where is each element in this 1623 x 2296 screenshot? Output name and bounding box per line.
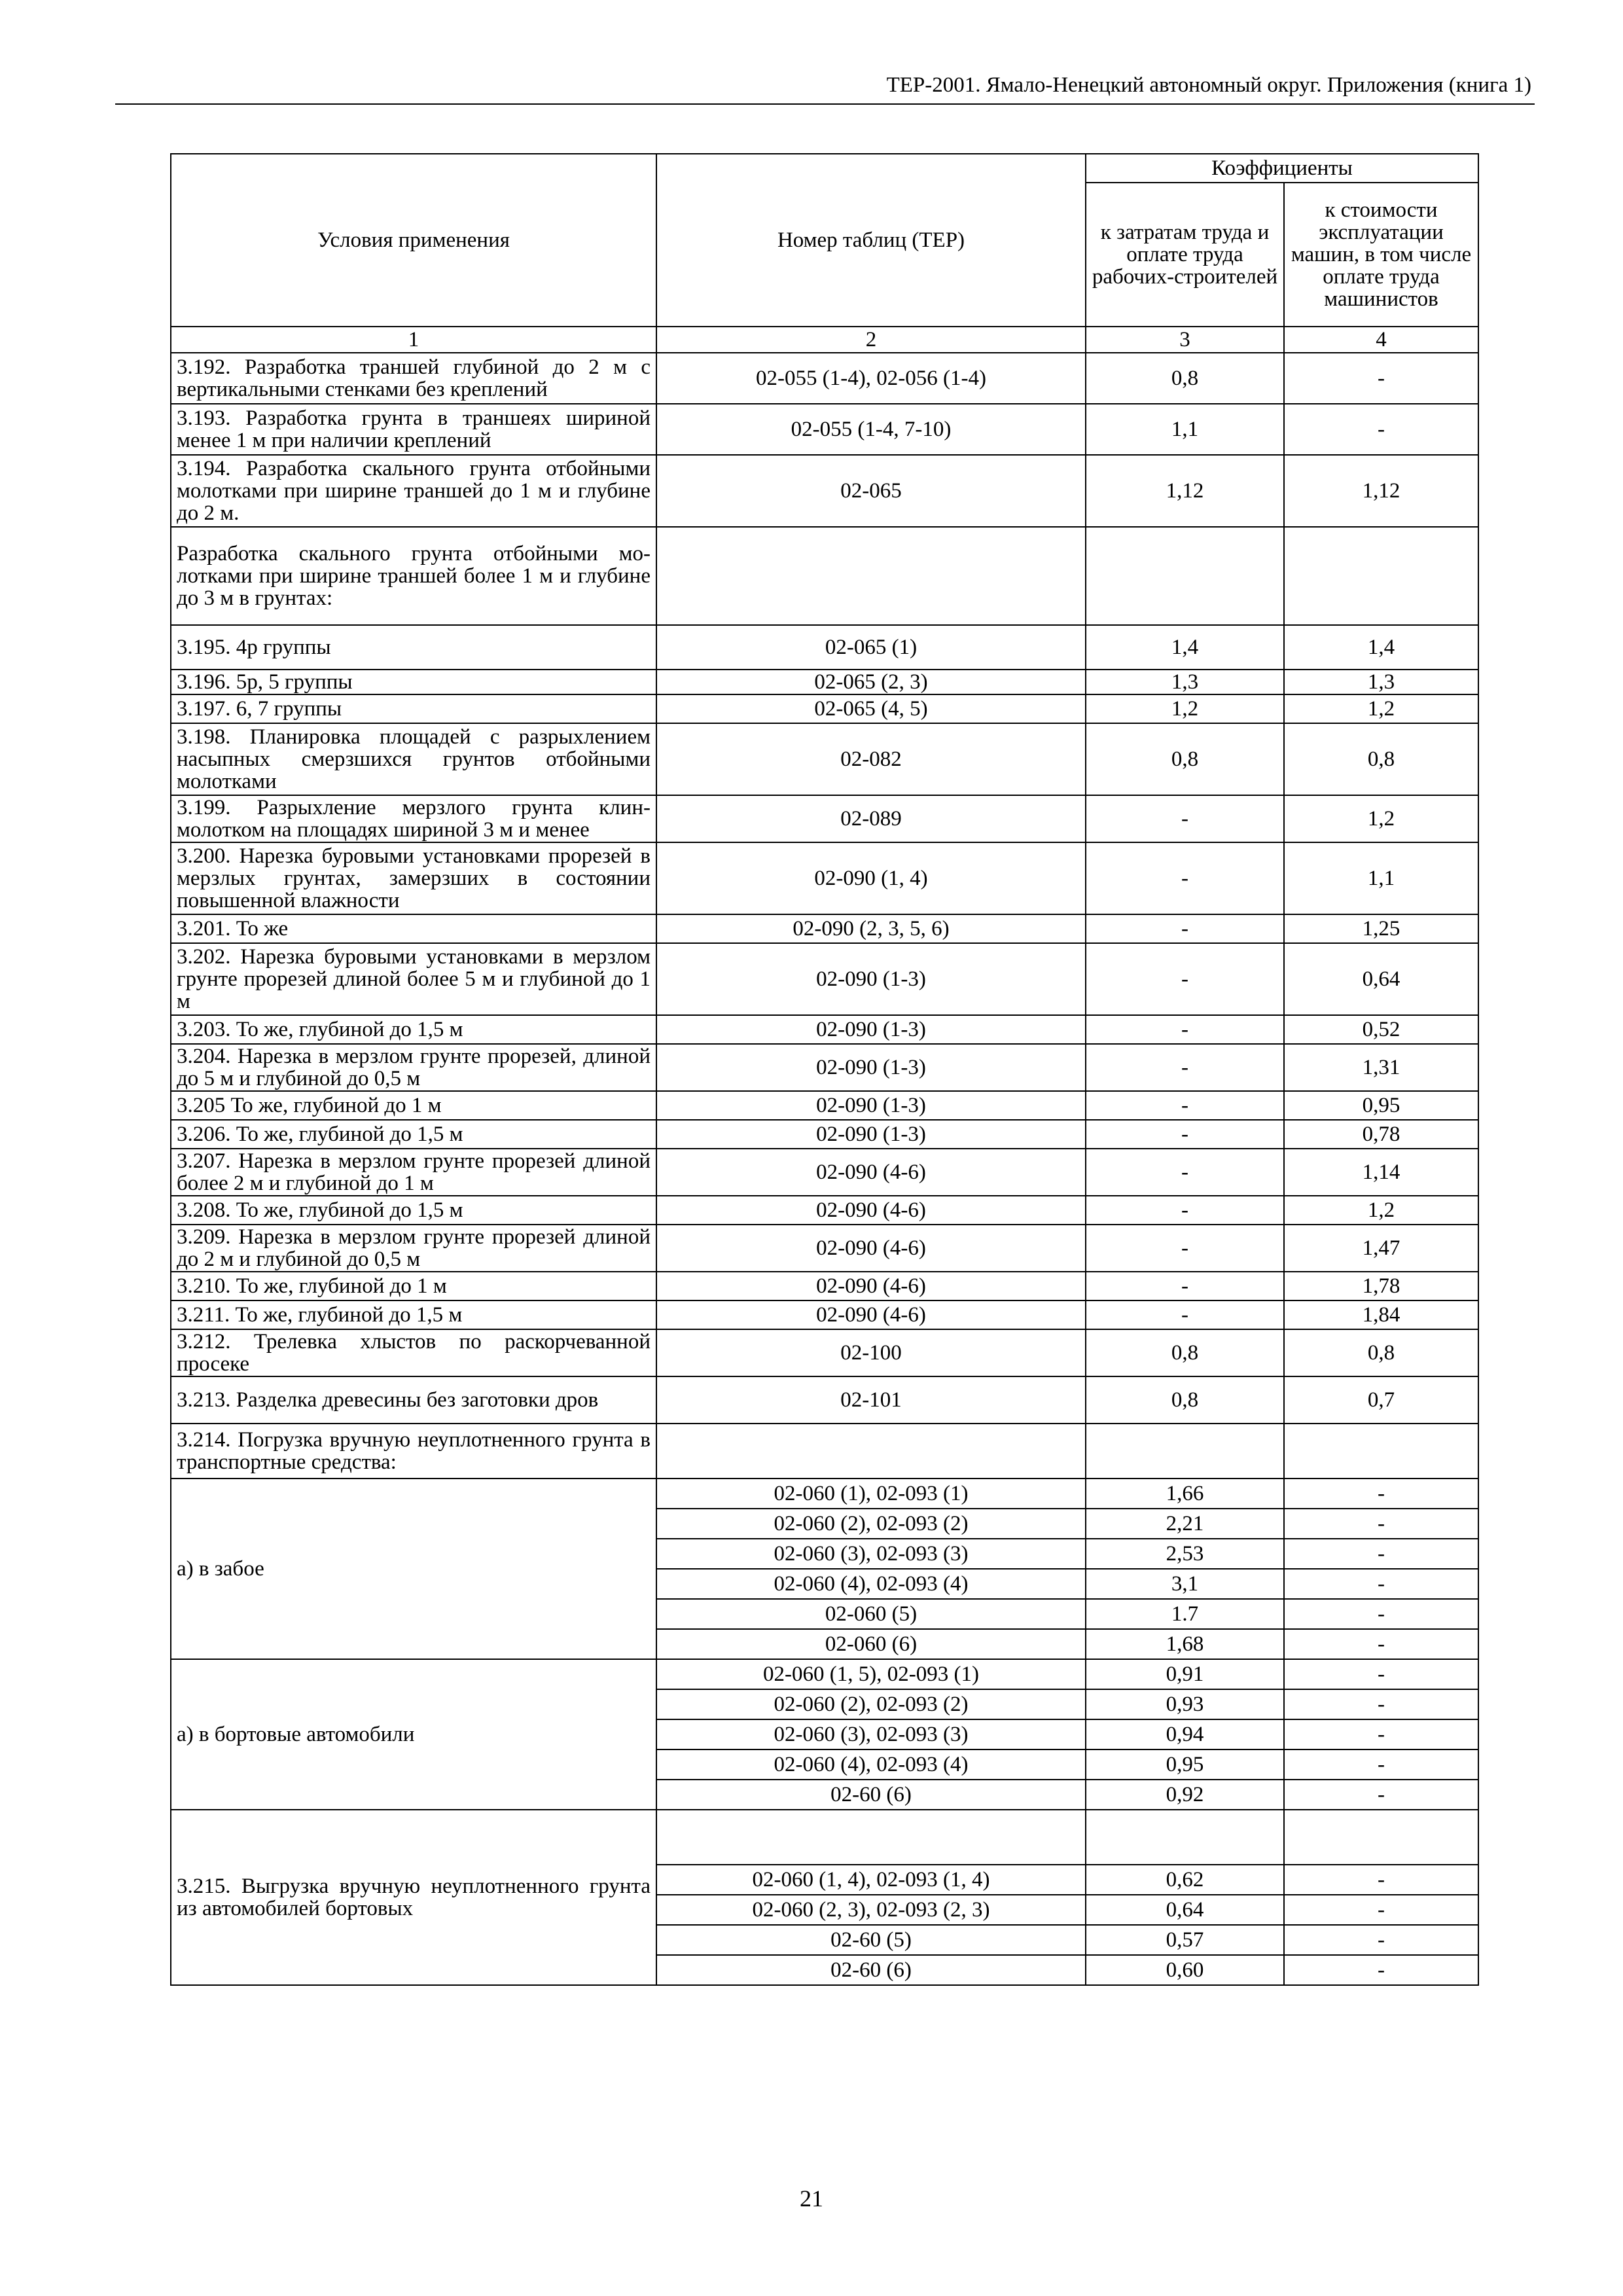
table-row [171,1044,1478,1091]
machine-coefficient-cell: - [1284,1599,1478,1629]
table-number-cell: 02-090 (4-6) [656,1196,1086,1225]
table-row [171,353,1478,404]
machine-coefficient-cell: 1,84 [1284,1300,1478,1329]
labor-coefficient-cell: 0,57 [1086,1925,1284,1955]
condition-cell: 3.213. Разделка древесины без заготовки дров [171,1376,656,1424]
table-number-cell: 02-060 (1), 02-093 (1) [656,1479,1086,1509]
machine-coefficient-cell: 0,7 [1284,1376,1478,1424]
machine-coefficient-cell: - [1284,404,1478,455]
table-row [171,455,1478,527]
table-row [171,625,1478,670]
column-number: 3 [1086,327,1284,353]
labor-coefficient-cell: 0,91 [1086,1659,1284,1689]
condition-cell: 3.214. Погрузка вручную неуплотненного грунта в транспортные средства: [171,1424,656,1479]
labor-coefficient-cell: - [1086,1196,1284,1225]
condition-cell: 3.192. Разработка траншей глубиной до 2 м с вертикальными стенками без креплений [171,353,656,404]
header-table-number: Номер таблиц (ТЕР) [656,154,1086,327]
header-machine-coefficient: к стоимости эксплуатации машин, в том числе оплате труда машинистов [1284,183,1478,327]
machine-coefficient-cell: - [1284,1659,1478,1689]
table-number-cell: 02-060 (3), 02-093 (3) [656,1539,1086,1569]
table-number-cell: 02-090 (1-3) [656,1091,1086,1120]
table-number-cell: 02-060 (3), 02-093 (3) [656,1719,1086,1749]
table-row [171,842,1478,914]
table-row [171,1329,1478,1376]
table-row [171,795,1478,842]
labor-coefficient-cell: 0,94 [1086,1719,1284,1749]
column-number: 2 [656,327,1086,353]
condition-cell: 3.215. Выгрузка вручную неуплотненного грунта из автомобилей бортовых [171,1810,656,1985]
condition-cell: 3.212. Трелевка хлыстов по раскорчеванной просеке [171,1329,656,1376]
table-number-cell: 02-090 (1-3) [656,1044,1086,1091]
labor-coefficient-cell: 0,8 [1086,353,1284,404]
condition-cell: 3.208. То же, глубиной до 1,5 м [171,1196,656,1225]
labor-coefficient-cell: - [1086,914,1284,943]
machine-coefficient-cell: 1,4 [1284,625,1478,670]
table-number-cell: 02-60 (6) [656,1955,1086,1985]
condition-cell: 3.199. Разрыхление мерзлого грунта клин-молотком на площадях шириной 3 м и менее [171,795,656,842]
table-number-cell: 02-090 (4-6) [656,1225,1086,1272]
machine-coefficient-cell: - [1284,1955,1478,1985]
table-number-cell: 02-060 (2), 02-093 (2) [656,1509,1086,1539]
labor-coefficient-cell: - [1086,1225,1284,1272]
labor-coefficient-cell: 1,4 [1086,625,1284,670]
machine-coefficient-cell: 0,64 [1284,943,1478,1015]
table-number-cell: 02-060 (1, 5), 02-093 (1) [656,1659,1086,1689]
machine-coefficient-cell: 1,1 [1284,842,1478,914]
labor-coefficient-cell: - [1086,795,1284,842]
table-number-cell [656,527,1086,625]
machine-coefficient-cell: 0,95 [1284,1091,1478,1120]
machine-coefficient-cell: 1,14 [1284,1149,1478,1196]
machine-coefficient-cell: - [1284,353,1478,404]
condition-cell: 3.206. То же, глубиной до 1,5 м [171,1120,656,1149]
table-number-cell: 02-060 (2, 3), 02-093 (2, 3) [656,1895,1086,1925]
labor-coefficient-cell: - [1086,1120,1284,1149]
labor-coefficient-cell: 0,8 [1086,1329,1284,1376]
condition-cell: 3.210. То же, глубиной до 1 м [171,1272,656,1300]
condition-cell: 3.198. Планировка площадей с разрыхлением насыпных смерзшихся грунтов отбойными молотками [171,723,656,795]
machine-coefficient-cell: - [1284,1780,1478,1810]
table-number-cell: 02-082 [656,723,1086,795]
table-number-cell: 02-101 [656,1376,1086,1424]
condition-cell: 3.202. Нарезка буровыми установками в мерзлом грунте прорезей длиной более 5 м и глубиной до 1 м [171,943,656,1015]
table-number-cell: 02-090 (2, 3, 5, 6) [656,914,1086,943]
column-number: 1 [171,327,656,353]
labor-coefficient-cell: 1,3 [1086,670,1284,694]
table-row [171,943,1478,1015]
labor-coefficient-cell: - [1086,1015,1284,1044]
condition-cell: 3.209. Нарезка в мерзлом грунте прорезей длиной до 2 м и глубиной до 0,5 м [171,1225,656,1272]
labor-coefficient-cell: 1,1 [1086,404,1284,455]
labor-coefficient-cell: - [1086,1044,1284,1091]
table-number-cell: 02-60 (6) [656,1780,1086,1810]
labor-coefficient-cell: 1,66 [1086,1479,1284,1509]
condition-cell: 3.196. 5р, 5 группы [171,670,656,694]
table-number-cell: 02-055 (1-4), 02-056 (1-4) [656,353,1086,404]
running-header: ТЕР-2001. Ямало-Ненецкий автономный округ. Приложения (книга 1) [886,73,1531,97]
labor-coefficient-cell: - [1086,1300,1284,1329]
table-row [171,1376,1478,1424]
table-number-cell: 02-090 (1, 4) [656,842,1086,914]
labor-coefficient-cell: 3,1 [1086,1569,1284,1599]
machine-coefficient-cell [1284,527,1478,625]
machine-coefficient-cell: - [1284,1569,1478,1599]
machine-coefficient-cell: 1,47 [1284,1225,1478,1272]
machine-coefficient-cell: - [1284,1479,1478,1509]
labor-coefficient-cell: 0,60 [1086,1955,1284,1985]
condition-cell: 3.211. То же, глубиной до 1,5 м [171,1300,656,1329]
table-number-cell: 02-060 (2), 02-093 (2) [656,1689,1086,1719]
table-row [171,1196,1478,1225]
machine-coefficient-cell: - [1284,1629,1478,1659]
labor-coefficient-cell: 2,21 [1086,1509,1284,1539]
labor-coefficient-cell: - [1086,1091,1284,1120]
labor-coefficient-cell: 0,62 [1086,1865,1284,1895]
table-row [171,404,1478,455]
machine-coefficient-cell: 1,2 [1284,795,1478,842]
table-number-cell: 02-065 (2, 3) [656,670,1086,694]
condition-cell: 3.195. 4р группы [171,625,656,670]
condition-cell: 3.205 То же, глубиной до 1 м [171,1091,656,1120]
machine-coefficient-cell: - [1284,1895,1478,1925]
table-row [171,1479,1478,1509]
condition-cell: 3.201. То же [171,914,656,943]
table-number-cell: 02-060 (4), 02-093 (4) [656,1569,1086,1599]
labor-coefficient-cell: - [1086,943,1284,1015]
machine-coefficient-cell: - [1284,1509,1478,1539]
page-number: 21 [800,2185,823,2212]
labor-coefficient-cell: 0,64 [1086,1895,1284,1925]
machine-coefficient-cell: - [1284,1539,1478,1569]
machine-coefficient-cell: 0,8 [1284,723,1478,795]
table-row [171,1659,1478,1689]
condition-cell: 3.200. Нарезка буровыми установками прорезей в мерзлых грунтах, замерзших в состоянии повышенной влажности [171,842,656,914]
labor-coefficient-cell: 0,93 [1086,1689,1284,1719]
table-number-cell: 02-090 (4-6) [656,1149,1086,1196]
condition-cell: а) в бортовые автомобили [171,1659,656,1810]
machine-coefficient-cell: 1,78 [1284,1272,1478,1300]
machine-coefficient-cell: 1,3 [1284,670,1478,694]
condition-cell: 3.204. Нарезка в мерзлом грунте прорезей, длиной до 5 м и глубиной до 0,5 м [171,1044,656,1091]
labor-coefficient-cell: 1,2 [1086,694,1284,723]
machine-coefficient-cell: - [1284,1865,1478,1895]
table-number-cell: 02-065 (1) [656,625,1086,670]
table-number-cell [656,1424,1086,1479]
labor-coefficient-cell [1086,1424,1284,1479]
machine-coefficient-cell: 1,12 [1284,455,1478,527]
machine-coefficient-cell: 1,2 [1284,1196,1478,1225]
coefficients-table [170,153,1479,1986]
table-number-cell: 02-055 (1-4, 7-10) [656,404,1086,455]
labor-coefficient-cell: 0,95 [1086,1749,1284,1780]
table-row [171,1015,1478,1044]
table-number-cell: 02-060 (5) [656,1599,1086,1629]
condition-cell: а) в забое [171,1479,656,1659]
labor-coefficient-cell: 0,8 [1086,723,1284,795]
table-row [171,1810,1478,1865]
table-row [171,1272,1478,1300]
table-number-cell: 02-060 (1, 4), 02-093 (1, 4) [656,1865,1086,1895]
table-row [171,1424,1478,1479]
machine-coefficient-cell: 0,78 [1284,1120,1478,1149]
table-number-cell: 02-090 (1-3) [656,1120,1086,1149]
table-row [171,527,1478,625]
table-number-cell: 02-60 (5) [656,1925,1086,1955]
labor-coefficient-cell: - [1086,1149,1284,1196]
table-number-cell: 02-100 [656,1329,1086,1376]
machine-coefficient-cell: 0,8 [1284,1329,1478,1376]
table-row [171,1120,1478,1149]
table-number-cell: 02-065 [656,455,1086,527]
labor-coefficient-cell: 2,53 [1086,1539,1284,1569]
machine-coefficient-cell: 1,25 [1284,914,1478,943]
labor-coefficient-cell: - [1086,842,1284,914]
condition-cell: Разработка скального грунта отбойными молотками при ширине траншей более 1 м и глубине до 3 м в грунтах: [171,527,656,625]
labor-coefficient-cell: - [1086,1272,1284,1300]
table-number-cell [656,1810,1086,1865]
machine-coefficient-cell: - [1284,1719,1478,1749]
table-row [171,914,1478,943]
machine-coefficient-cell [1284,1424,1478,1479]
header-conditions: Условия применения [171,154,656,327]
machine-coefficient-cell: 0,52 [1284,1015,1478,1044]
table-number-cell: 02-090 (1-3) [656,1015,1086,1044]
labor-coefficient-cell: 0,8 [1086,1376,1284,1424]
machine-coefficient-cell: - [1284,1925,1478,1955]
table-number-cell: 02-090 (1-3) [656,943,1086,1015]
column-number-row [171,327,1478,353]
table-row [171,670,1478,694]
header-rule [115,103,1535,105]
column-number: 4 [1284,327,1478,353]
condition-cell: 3.193. Разработка грунта в траншеях шириной менее 1 м при наличии креплений [171,404,656,455]
table-number-cell: 02-090 (4-6) [656,1272,1086,1300]
table-row [171,723,1478,795]
header-coefficients: Коэффициенты [1086,154,1478,183]
machine-coefficient-cell: 1,2 [1284,694,1478,723]
header-labor-coefficient: к затратам труда и оплате труда рабочих-строителей [1086,183,1284,327]
table-row [171,1225,1478,1272]
table-number-cell: 02-060 (6) [656,1629,1086,1659]
table-row [171,694,1478,723]
labor-coefficient-cell: 1,68 [1086,1629,1284,1659]
table-row [171,1149,1478,1196]
condition-cell: 3.207. Нарезка в мерзлом грунте прорезей длиной более 2 м и глубиной до 1 м [171,1149,656,1196]
table-row [171,1091,1478,1120]
table-number-cell: 02-060 (4), 02-093 (4) [656,1749,1086,1780]
table-number-cell: 02-090 (4-6) [656,1300,1086,1329]
table-row [171,1300,1478,1329]
labor-coefficient-cell [1086,527,1284,625]
condition-cell: 3.203. То же, глубиной до 1,5 м [171,1015,656,1044]
condition-cell: 3.197. 6, 7 группы [171,694,656,723]
labor-coefficient-cell: 1.7 [1086,1599,1284,1629]
table-number-cell: 02-065 (4, 5) [656,694,1086,723]
condition-cell: 3.194. Разработка скального грунта отбойными молотками при ширине траншей до 1 м и глубине до 2 м. [171,455,656,527]
machine-coefficient-cell: - [1284,1689,1478,1719]
labor-coefficient-cell: 1,12 [1086,455,1284,527]
machine-coefficient-cell: - [1284,1749,1478,1780]
labor-coefficient-cell: 0,92 [1086,1780,1284,1810]
labor-coefficient-cell [1086,1810,1284,1865]
machine-coefficient-cell: 1,31 [1284,1044,1478,1091]
table-number-cell: 02-089 [656,795,1086,842]
machine-coefficient-cell [1284,1810,1478,1865]
